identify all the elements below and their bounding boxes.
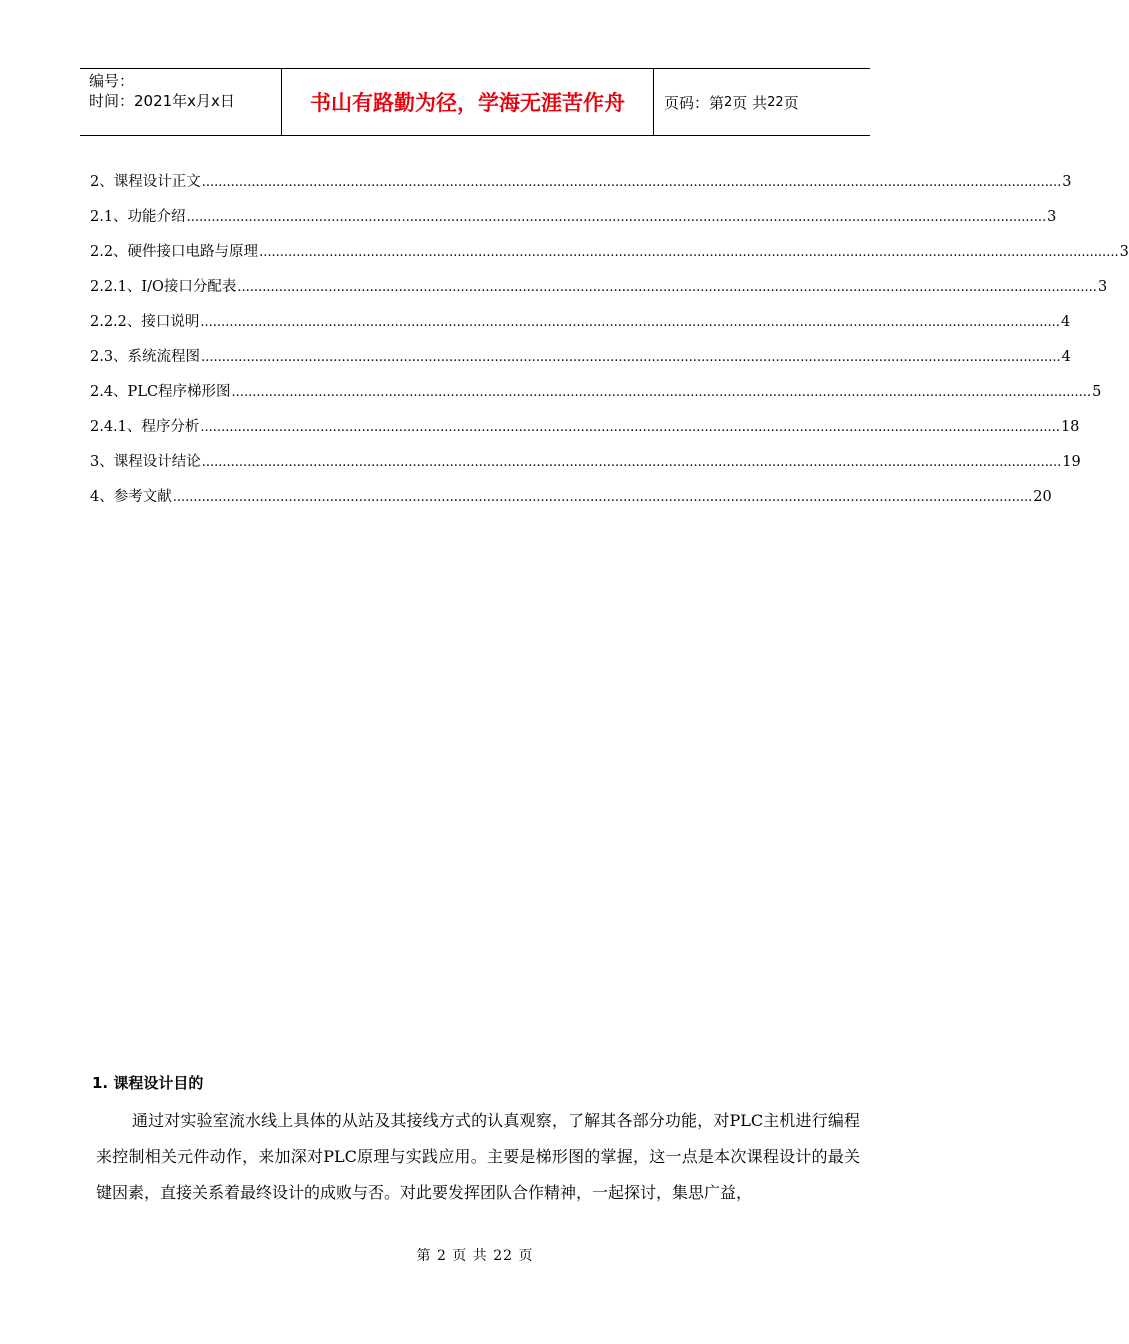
toc-entry-page: 18 [1060, 419, 1080, 435]
toc-leader: ................................................................................................................................................................................................................ [201, 455, 1062, 470]
toc-entry-page: 3 [1097, 279, 1108, 295]
toc-entry-title: 2.4.1、程序分析 [90, 419, 200, 435]
section-paragraph: 通过对实验室流水线上具体的从站及其接线方式的认真观察，了解其各部分功能，对PLC主机进行编程来控制相关元件动作，来加深对PLC原理与实践应用。主要是梯形图的掌握，这一点是本次课程设计的最关键因素，直接关系着最终设计的成败与否。对此要发挥团队合作精神，一起探讨，集思广益， [96, 1111, 860, 1202]
page-header [80, 68, 870, 136]
toc-leader: ................................................................................................................................................................................................................ [172, 490, 1033, 505]
section-heading: 1. 课程设计目的 [92, 1074, 204, 1092]
toc-entry[interactable] [90, 310, 1071, 345]
toc-entry-title: 2.4、PLC程序梯形图 [90, 384, 231, 400]
header-meta [80, 69, 281, 135]
page-number: 2 [724, 94, 733, 110]
toc-entry[interactable] [90, 275, 1108, 310]
toc-entry-title: 2.2.2、接口说明 [90, 314, 200, 330]
toc-leader: ................................................................................................................................................................................................................ [237, 280, 1097, 295]
page-mid: 页 共 [732, 93, 768, 112]
toc-leader: ................................................................................................................................................................................................................ [201, 175, 1062, 190]
page-total: 22 [767, 94, 784, 110]
toc-entry[interactable] [90, 205, 1057, 240]
toc-entry[interactable] [90, 170, 1072, 205]
toc-leader: ................................................................................................................................................................................................................ [186, 210, 1047, 225]
toc-entry-page: 4 [1061, 349, 1071, 365]
toc-entry[interactable] [90, 240, 1129, 275]
toc-leader: ................................................................................................................................................................................................................ [259, 245, 1119, 260]
document-number-label: 编号： [89, 72, 135, 90]
page-suffix: 页 [783, 93, 799, 112]
page-footer: 第 2 页 共 22 页 [416, 1248, 534, 1264]
toc-entry-page: 3 [1062, 174, 1072, 190]
toc-entry-page: 19 [1062, 454, 1081, 470]
document-time-label: 时间：2021年x月x日 [89, 92, 235, 110]
toc-entry-title: 2、课程设计正文 [90, 174, 201, 190]
header-page-info [654, 69, 870, 135]
toc-leader: ................................................................................................................................................................................................................ [200, 420, 1060, 435]
toc-leader: ................................................................................................................................................................................................................ [200, 315, 1060, 330]
toc-entry-page: 4 [1060, 314, 1071, 330]
toc-entry-title: 2.1、功能介绍 [90, 209, 186, 225]
page-prefix: 页码：第 [664, 93, 725, 112]
toc-entry[interactable] [90, 415, 1080, 450]
header-motto: 书山有路勤为径，学海无涯苦作舟 [281, 69, 654, 135]
toc-entry-page: 20 [1033, 489, 1052, 505]
toc-entry-title: 4、参考文献 [90, 489, 172, 505]
toc-entry-page: 5 [1092, 384, 1102, 400]
toc-entry-title: 2.3、系统流程图 [90, 349, 201, 365]
toc-entry-title: 2.2、硬件接口电路与原理 [90, 244, 259, 260]
table-of-contents [90, 170, 1129, 520]
toc-entry-title: 2.2.1、I/O接口分配表 [90, 279, 237, 295]
toc-entry[interactable] [90, 380, 1102, 415]
toc-entry[interactable] [90, 450, 1081, 485]
toc-entry[interactable] [90, 345, 1071, 380]
toc-entry-page: 3 [1047, 209, 1057, 225]
toc-leader: ................................................................................................................................................................................................................ [201, 350, 1061, 365]
toc-entry-page: 3 [1119, 244, 1129, 260]
toc-entry-title: 3、课程设计结论 [90, 454, 201, 470]
toc-leader: ................................................................................................................................................................................................................ [231, 385, 1092, 400]
toc-entry[interactable] [90, 485, 1052, 520]
